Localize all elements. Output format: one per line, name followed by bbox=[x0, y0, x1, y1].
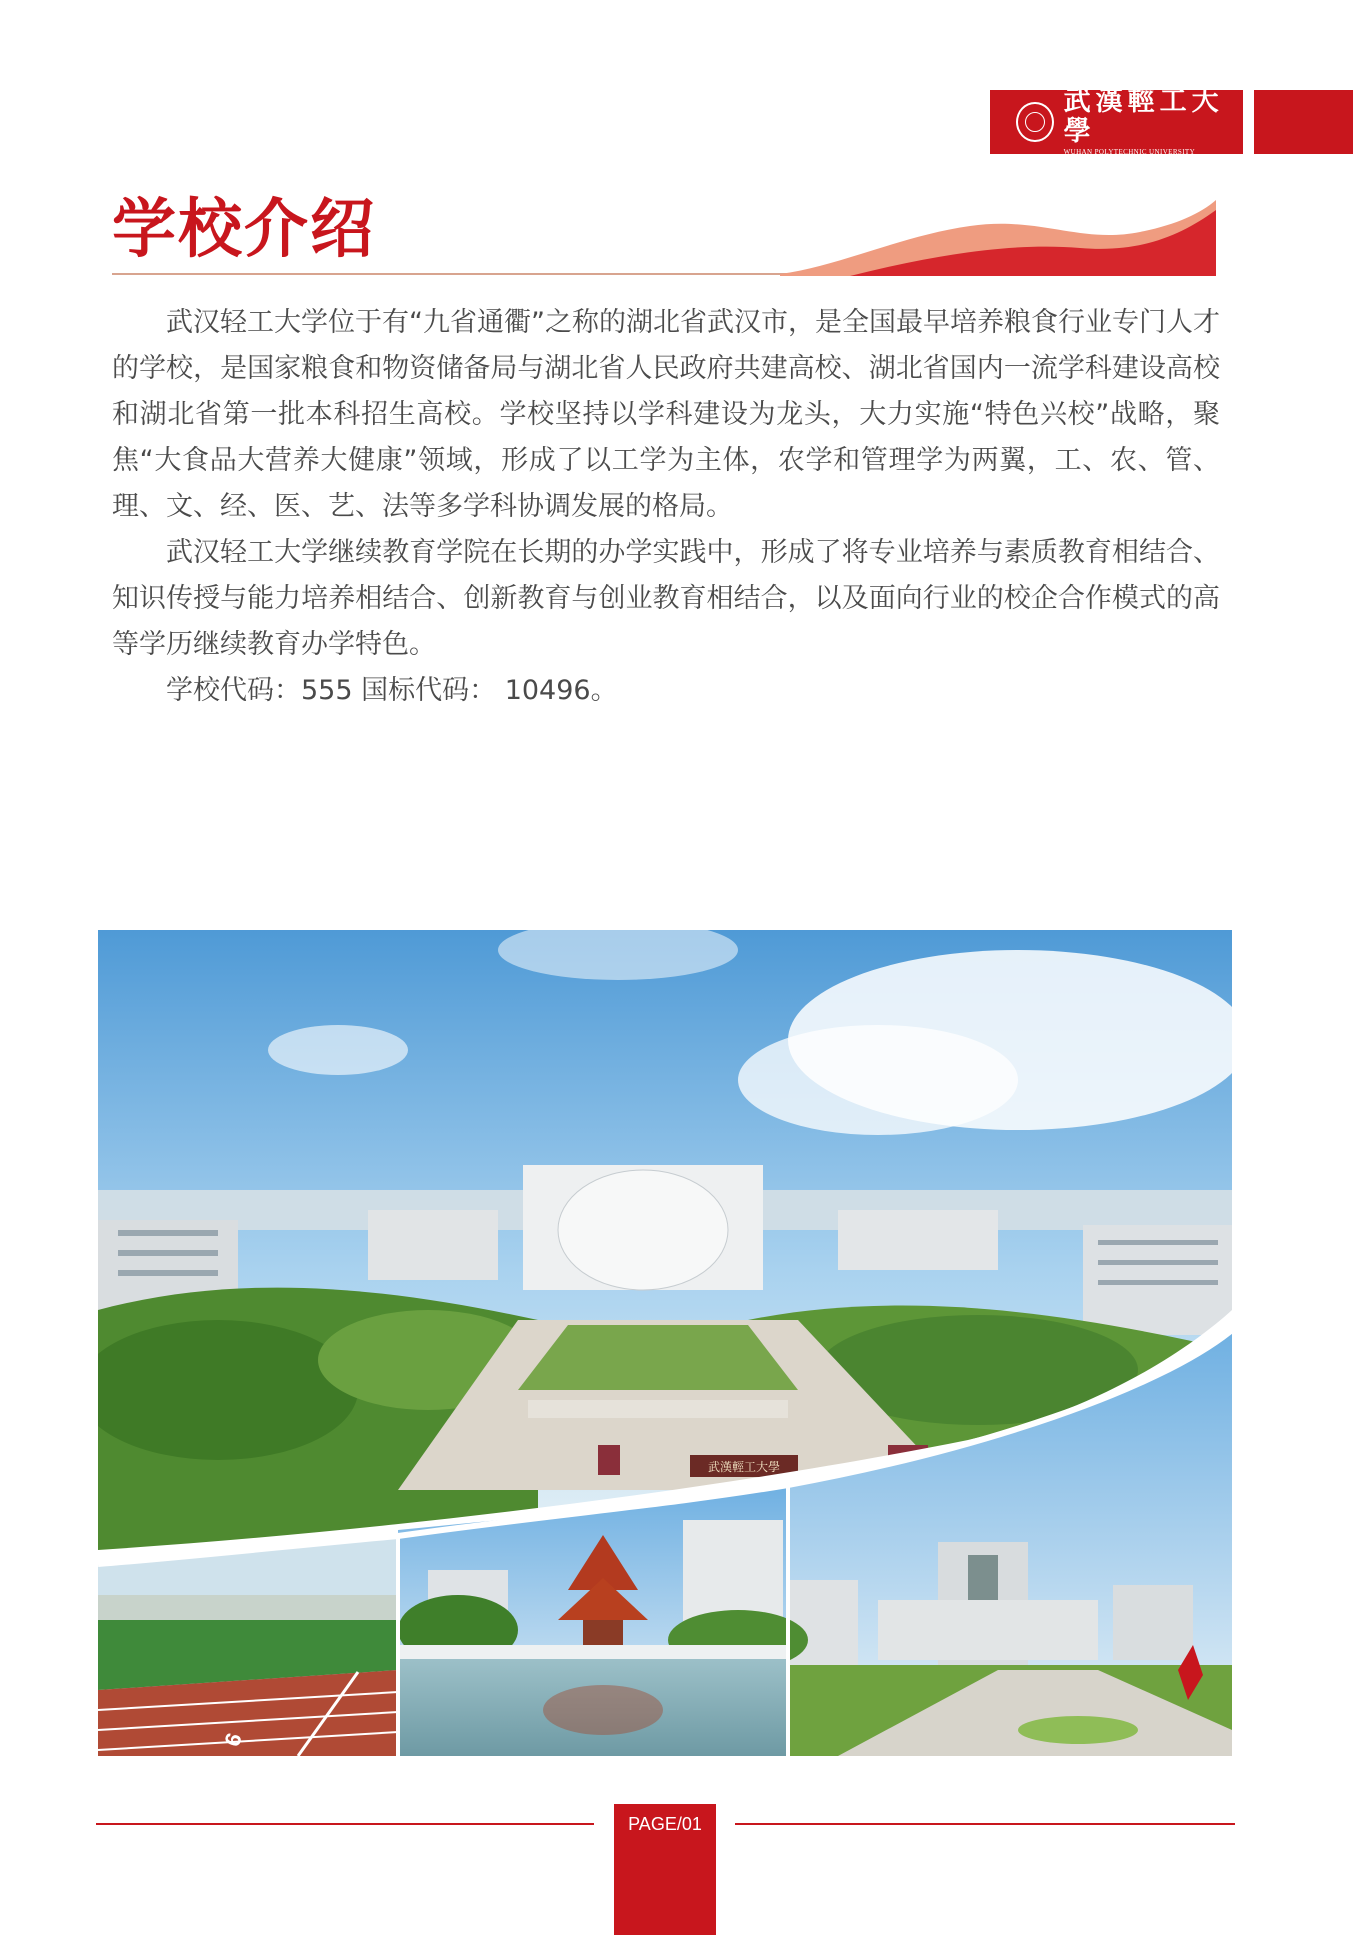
school-code-line: 学校代码：555 国标代码： 10496。 bbox=[166, 675, 618, 706]
footer-line-right bbox=[735, 1823, 1235, 1825]
footer-line-left bbox=[96, 1823, 594, 1825]
campus-photo-collage bbox=[98, 930, 1232, 1756]
intro-paragraph: 武汉轻工大学位于有“九省通衢”之称的湖北省武汉市，是全国最早培养粮食行业专门人才的学校，是国家粮食和物资储备局与湖北省人民政府共建高校、湖北省国内一流学科建设高校和湖北省第一批本科招生高校。学校坚持以学科建设为龙头，大力实施“特色兴校”战略，聚焦“大食品大营养大健康”领域，形成了以工学为主体，农学和管理学为两翼，工、农、管、理、文、经、医、艺、法等多学科协调发展的格局。 bbox=[112, 307, 1220, 522]
intro-paragraph: 武汉轻工大学继续教育学院在长期的办学实践中，形成了将专业培养与素质教育相结合、知识传授与能力培养相结合、创新教育与创业教育相结合，以及面向行业的校企合作模式的高等学历继续教育办学特色。 bbox=[112, 537, 1220, 660]
university-logo bbox=[990, 86, 1243, 156]
campus-sign-text: 武漢輕工大學 bbox=[707, 1460, 781, 1474]
title-wave-decoration bbox=[780, 196, 1216, 276]
track-lane-number: 6 bbox=[219, 1729, 247, 1750]
page-number-tab bbox=[614, 1804, 716, 1935]
university-seal-icon bbox=[1016, 102, 1054, 142]
page-number: PAGE/01 bbox=[628, 1814, 702, 1834]
logo-chinese-name: 武漢輕工大學 bbox=[1063, 86, 1224, 147]
sports-track-photo bbox=[98, 1536, 398, 1756]
introduction-text bbox=[112, 300, 1220, 714]
logo-english-name: WUHAN POLYTECHNIC UNIVERSITY bbox=[1063, 148, 1196, 156]
header-red-tab bbox=[1254, 90, 1353, 154]
page-title: 学校介绍 bbox=[112, 193, 376, 267]
